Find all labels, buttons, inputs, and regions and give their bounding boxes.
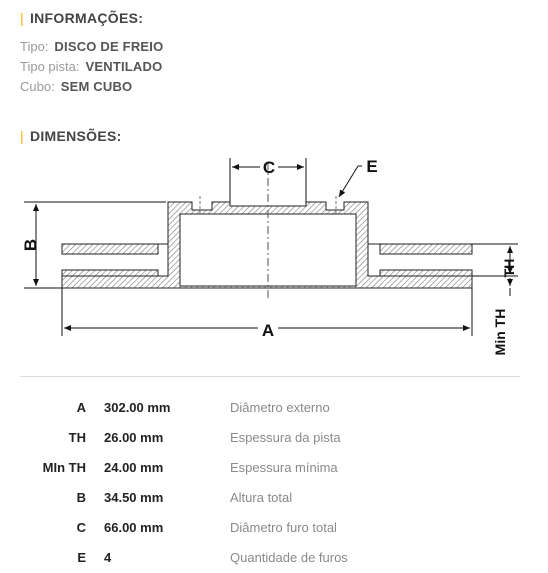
spec-description: Espessura mínima [230, 460, 338, 475]
spec-description: Altura total [230, 490, 293, 505]
spec-value: 302.00 mm [104, 400, 171, 415]
spec-value: 24.00 mm [104, 460, 164, 475]
dimensions-title-text: DIMENSÕES: [29, 128, 122, 144]
dimension-label-c: C [262, 158, 276, 177]
dimension-label-a: A [261, 321, 275, 340]
divider [20, 376, 520, 377]
dimension-e [339, 157, 378, 197]
spec-description: Diâmetro externo [230, 400, 330, 415]
info-value: SEM CUBO [60, 79, 133, 94]
spec-row [0, 430, 548, 452]
spec-description: Espessura da pista [230, 430, 341, 445]
spec-row [0, 520, 548, 542]
spec-code: E [77, 550, 86, 565]
spec-value: 66.00 mm [104, 520, 164, 535]
brake-disc-diagram [0, 150, 548, 372]
info-section-title [20, 10, 143, 26]
spec-code: MIn TH [42, 460, 86, 475]
dimension-label-b: B [21, 238, 40, 252]
accent-bar: | [20, 128, 24, 144]
dimension-label-th: TH [501, 258, 517, 278]
info-title-text: INFORMAÇÕES: [29, 10, 144, 26]
dimensions-section-title [20, 128, 122, 144]
spec-value: 4 [104, 550, 112, 565]
info-value: DISCO DE FREIO [54, 39, 164, 54]
spec-row [0, 550, 548, 572]
spec-description: Quantidade de furos [230, 550, 348, 565]
info-row-type [20, 39, 163, 54]
info-row-hub [20, 79, 132, 94]
info-row-track-type [20, 59, 162, 74]
info-label: Tipo pista: [20, 59, 80, 74]
spec-row [0, 460, 548, 482]
dimension-a [62, 288, 472, 340]
spec-code: C [76, 520, 86, 535]
dimension-label-min-th: Min TH [492, 308, 508, 356]
spec-value: 26.00 mm [104, 430, 164, 445]
spec-row [0, 490, 548, 512]
spec-code: A [76, 400, 86, 415]
info-label: Tipo: [20, 39, 49, 54]
spec-description: Diâmetro furo total [230, 520, 337, 535]
spec-value: 34.50 mm [104, 490, 164, 505]
accent-bar: | [20, 10, 24, 26]
spec-code: TH [68, 430, 86, 445]
dimension-th [472, 244, 518, 277]
dimension-label-e: E [366, 157, 378, 176]
dimension-min-th [492, 278, 510, 355]
spec-code: B [76, 490, 86, 505]
info-value: VENTILADO [85, 59, 163, 74]
info-label: Cubo: [20, 79, 55, 94]
spec-row [0, 400, 548, 422]
